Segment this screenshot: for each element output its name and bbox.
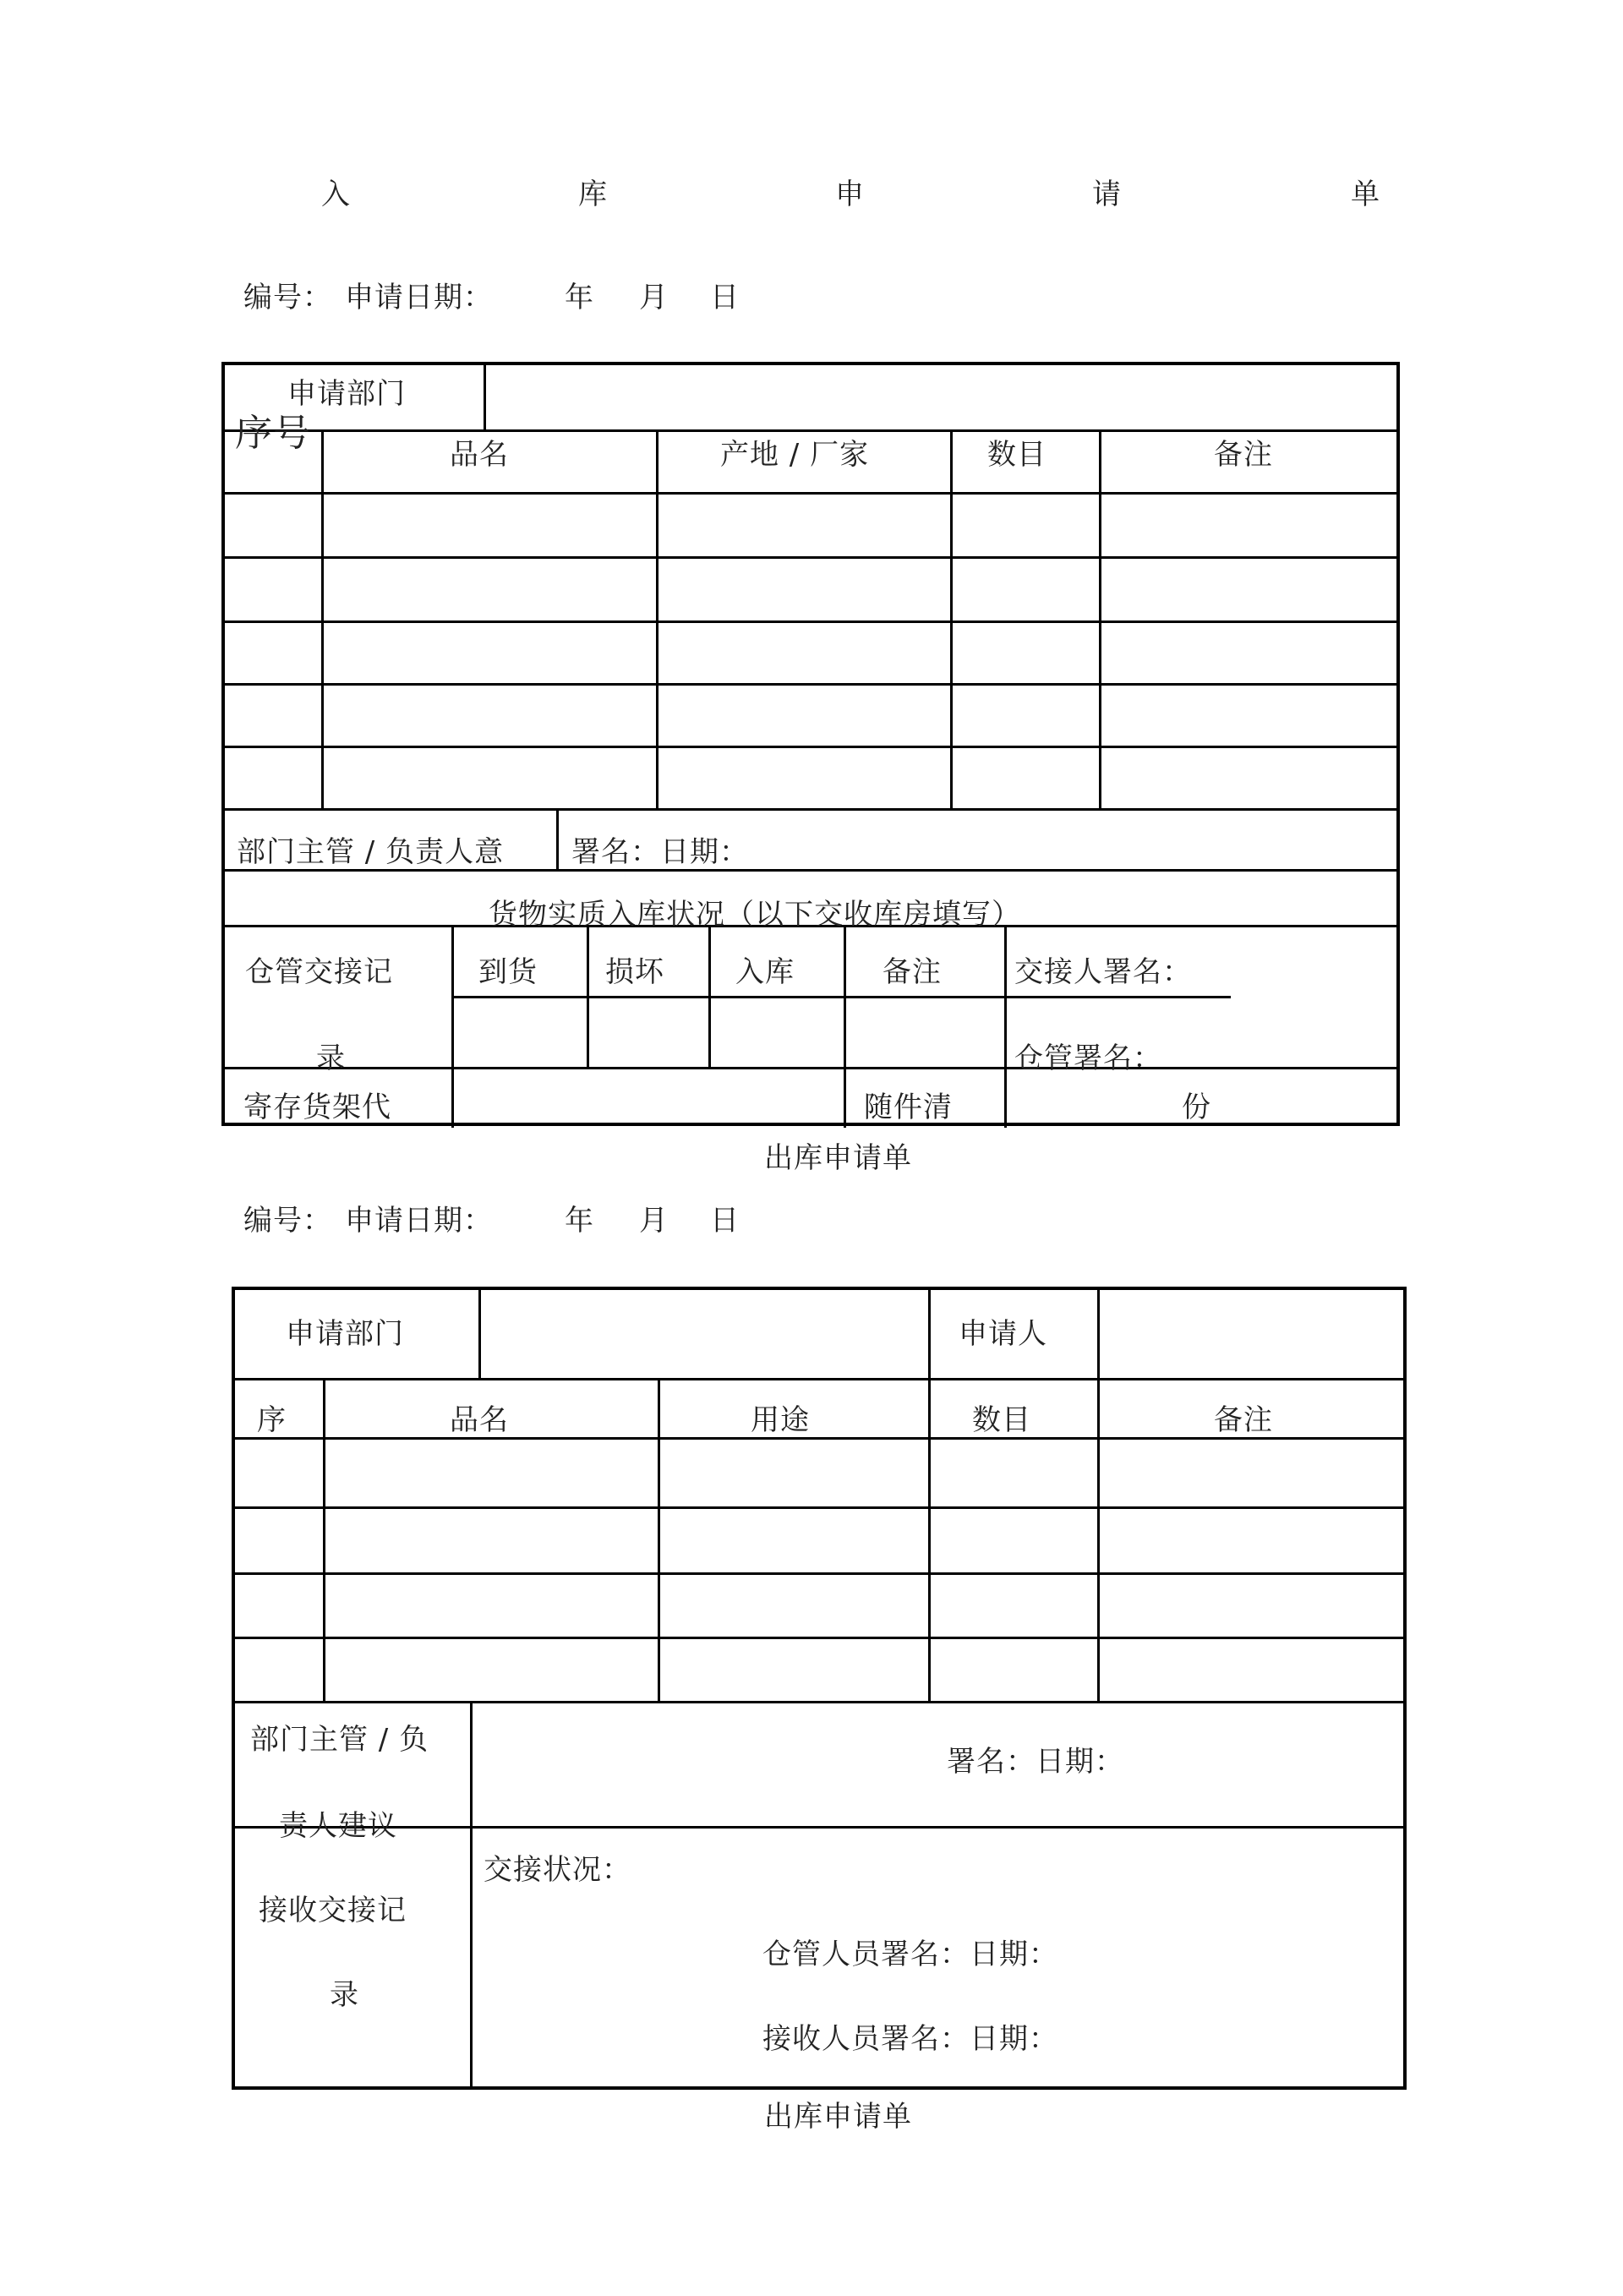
col-line: [484, 365, 486, 429]
col-line: [950, 429, 953, 808]
attach-label: 随件清: [864, 1091, 953, 1124]
dept-label: 申请部门: [286, 1317, 404, 1351]
name-header: 品名: [450, 438, 509, 472]
day-label: 日: [710, 281, 740, 314]
qty-header: 数目: [972, 1403, 1031, 1437]
row-line: [225, 746, 1400, 748]
year-label: 年: [565, 281, 594, 314]
col-line: [658, 1378, 660, 1701]
number-label: 编号：: [243, 1204, 332, 1238]
sign-date: 署名：日期：: [947, 1745, 1124, 1779]
row-line: [235, 1826, 1407, 1829]
title-char: 单: [1351, 178, 1380, 211]
month-label: 月: [639, 1204, 669, 1238]
number-label: 编号：: [243, 281, 332, 314]
damage-col: 损坏: [605, 955, 664, 989]
supervisor-label: 部门主管 / 负: [250, 1723, 429, 1757]
title-char: 请: [1092, 178, 1122, 211]
sign-date: 署名：日期：: [571, 835, 749, 869]
status-title: 货物实质入库状况（以下交收库房填写）: [489, 898, 1021, 932]
remark-header: 备注: [1214, 438, 1273, 472]
receive-label-cont: 录: [330, 1978, 359, 2012]
doc2-title: 出库申请单: [764, 1141, 912, 1175]
row-line: [235, 1506, 1407, 1509]
col-line: [556, 808, 559, 869]
remark-col: 备注: [883, 955, 942, 989]
keeper-sign: 仓管人员署名：日期：: [762, 1938, 1058, 1971]
handover-label: 仓管交接记: [245, 955, 393, 989]
qty-header: 数目: [987, 438, 1046, 472]
name-header: 品名: [450, 1403, 509, 1437]
row-line: [225, 492, 1400, 495]
col-line: [323, 1378, 325, 1701]
col-line: [844, 925, 846, 1067]
col-line: [928, 1290, 931, 1701]
row-line: [225, 620, 1400, 623]
row-line: [225, 869, 1400, 872]
footer-title: 出库申请单: [764, 2100, 912, 2134]
date-label: 申请日期：: [345, 1204, 493, 1238]
year-label: 年: [565, 1204, 594, 1238]
date-label: 申请日期：: [345, 281, 493, 314]
col-line: [1097, 1290, 1100, 1701]
row-line: [225, 429, 1400, 432]
row-line: [225, 683, 1400, 686]
col-line: [1004, 925, 1007, 1128]
applicant-label: 申请人: [959, 1317, 1047, 1351]
dept-label: 申请部门: [287, 377, 406, 411]
col-line: [478, 1290, 481, 1378]
row-line: [235, 1572, 1407, 1575]
copies-label: 份: [1182, 1091, 1211, 1124]
row-line: [225, 808, 1400, 811]
day-label: 日: [710, 1204, 740, 1238]
handover-label-cont: 录: [316, 1041, 346, 1075]
col-line: [708, 925, 711, 1067]
row-line: [235, 1701, 1407, 1703]
row-line: [451, 996, 1231, 998]
row-line: [225, 556, 1400, 559]
keeper-sign: 仓管署名：: [1014, 1041, 1162, 1075]
usage-header: 用途: [751, 1403, 810, 1437]
handover-status: 交接状况：: [484, 1853, 631, 1887]
shelf-label: 寄存货架代: [243, 1091, 391, 1124]
receiver-sign: 接收人员署名：日期：: [762, 2022, 1058, 2056]
arrival-col: 到货: [478, 955, 538, 989]
remark-header: 备注: [1214, 1403, 1273, 1437]
supervisor-label-cont: 责人建议: [279, 1809, 397, 1843]
title-char: 入: [321, 178, 351, 211]
supervisor-label: 部门主管 / 负责人意: [237, 835, 505, 869]
col-line: [844, 1067, 846, 1128]
doc1-form-table: [221, 362, 1400, 1126]
col-line: [451, 925, 454, 1128]
title-char: 申: [835, 178, 865, 211]
seq-header: 序号: [235, 412, 311, 455]
month-label: 月: [639, 281, 669, 314]
col-line: [656, 429, 658, 808]
col-line: [321, 429, 324, 808]
receive-label: 接收交接记: [259, 1894, 407, 1927]
title-char: 库: [578, 178, 608, 211]
seq-header: 序: [257, 1403, 287, 1437]
col-line: [1099, 429, 1101, 808]
row-line: [235, 1378, 1407, 1380]
row-line: [235, 1637, 1407, 1639]
origin-header: 产地 / 厂家: [720, 438, 870, 472]
col-line: [470, 1701, 473, 2090]
stockin-col: 入库: [735, 955, 795, 989]
col-line: [587, 925, 589, 1067]
row-line: [235, 1437, 1407, 1440]
handover-sign: 交接人署名：: [1014, 955, 1192, 989]
